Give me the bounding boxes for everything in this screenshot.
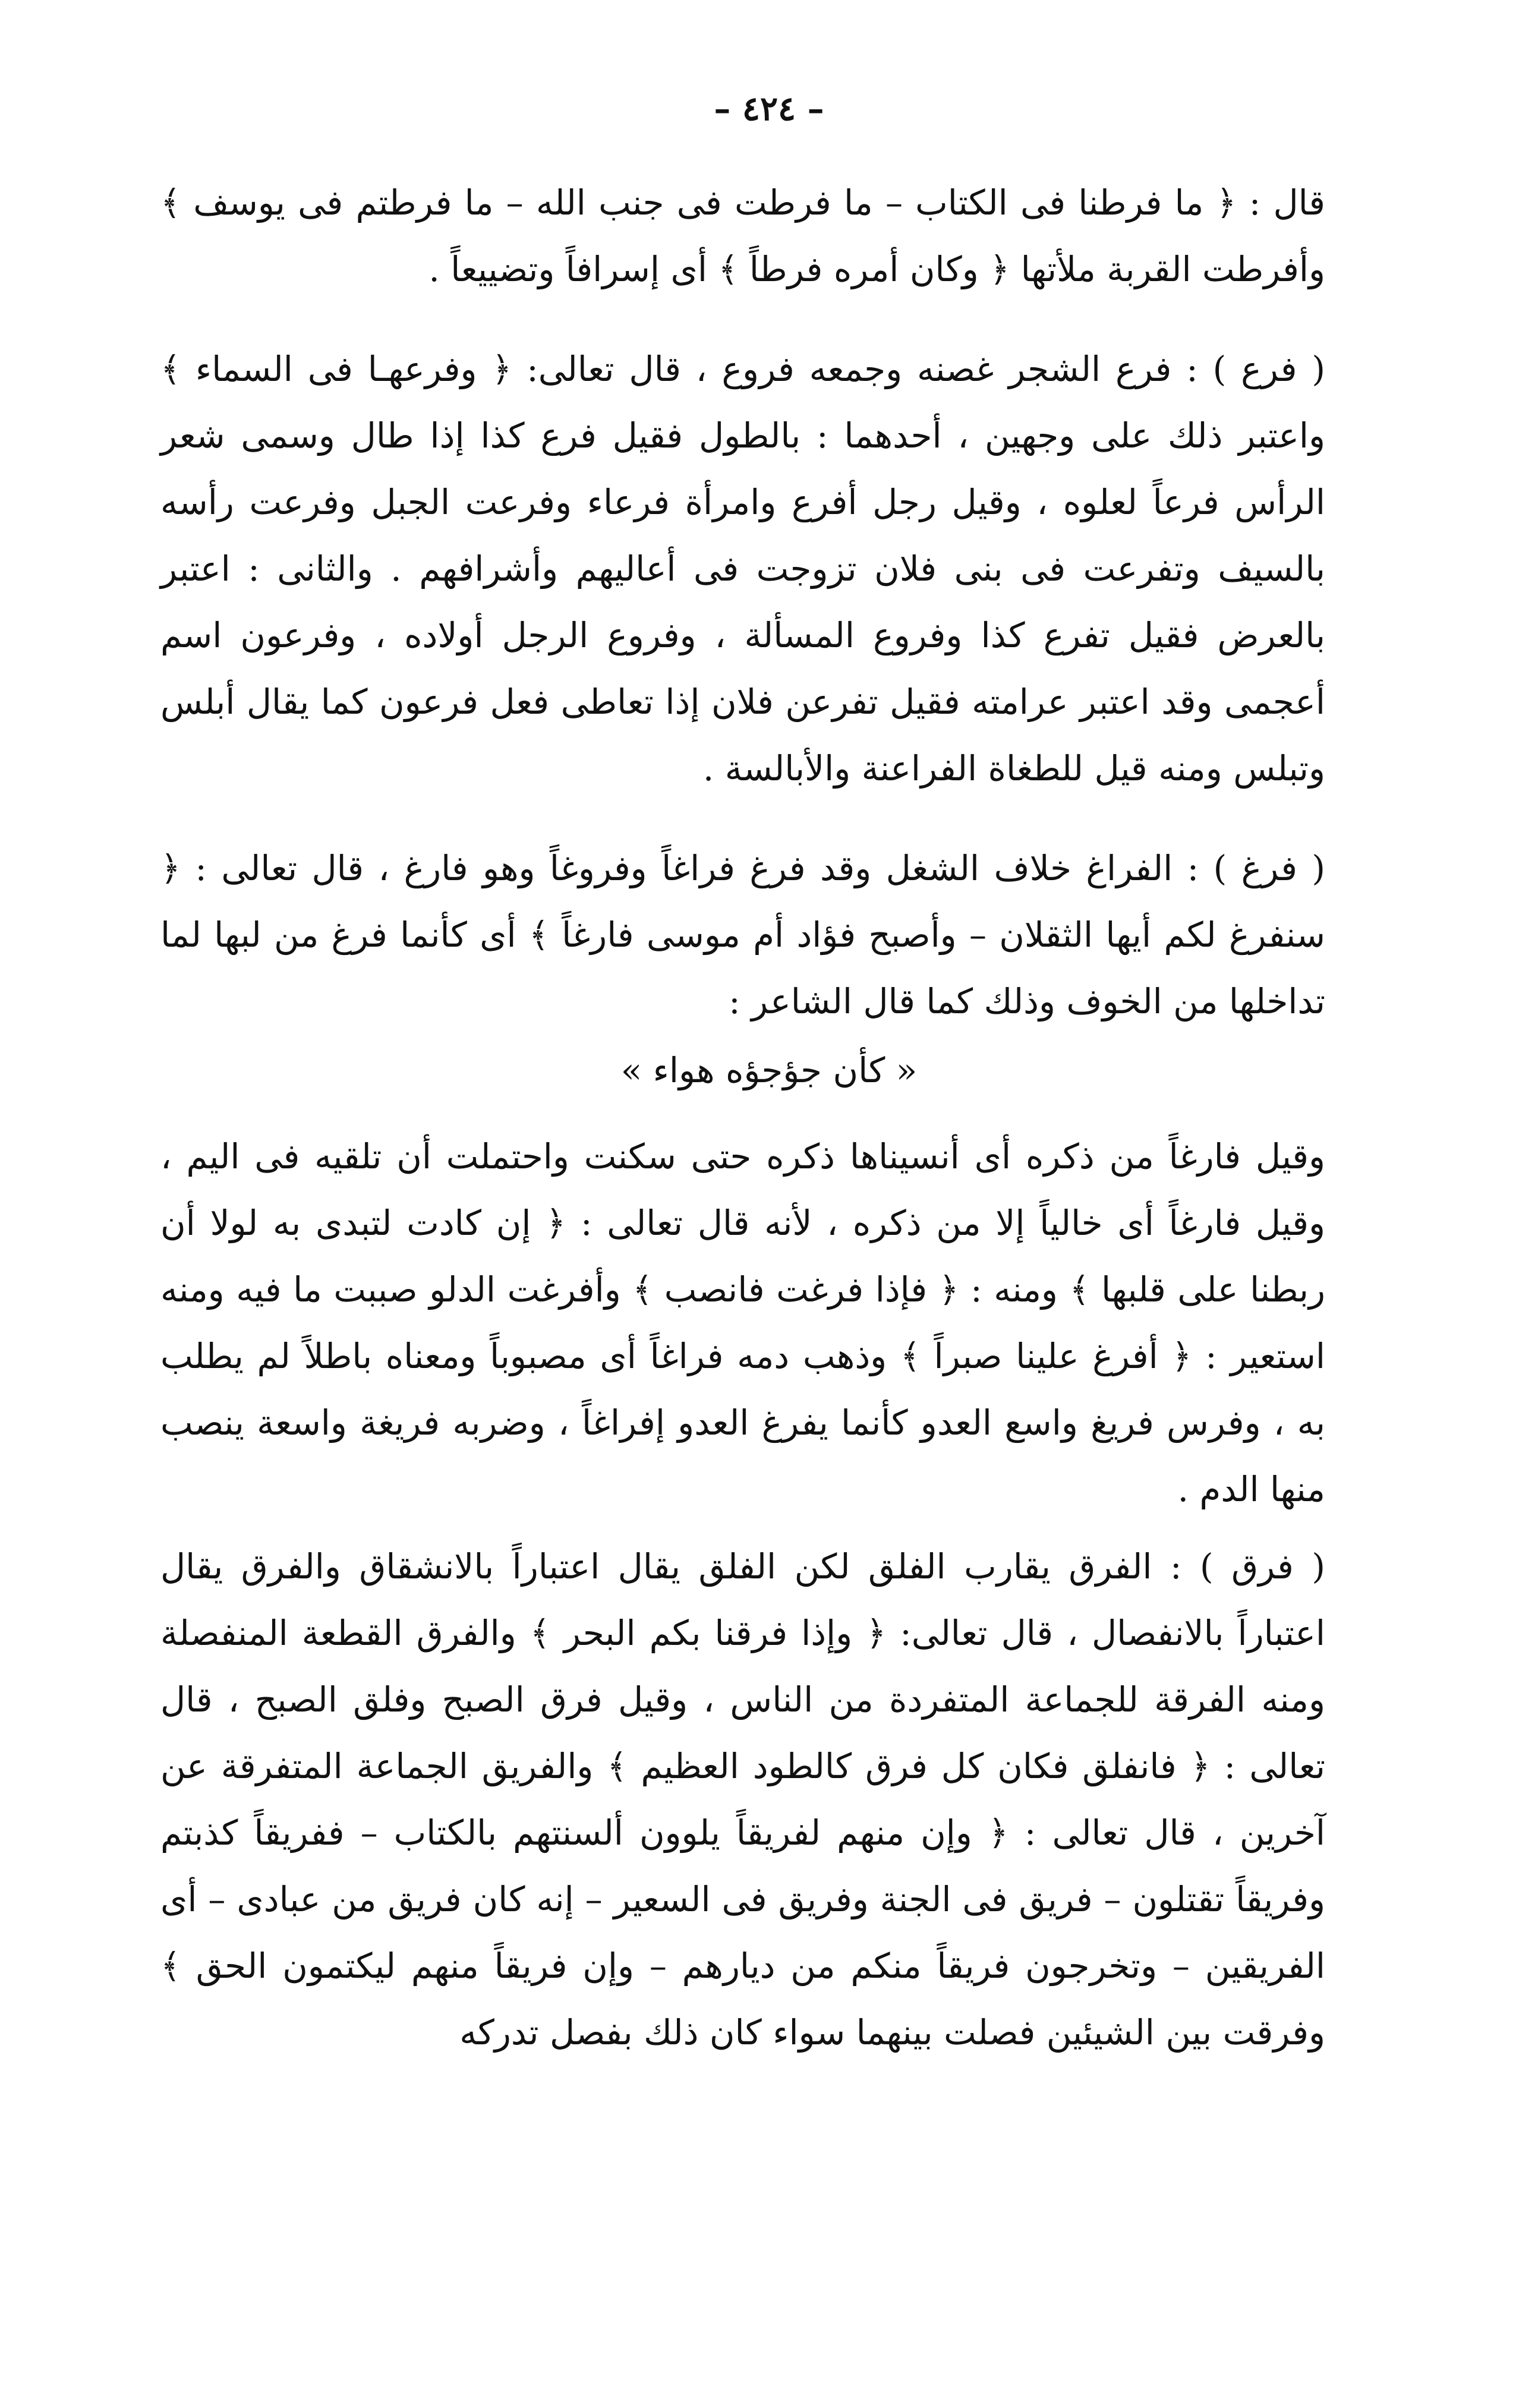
paragraph-text: ( فرغ ) : الفراغ خلاف الشغل وقد فرغ فراغاً وفروغاً وهو فارغ ، قال تعالى : ﴿ سنفرغ لكم أيها الثقلان – وأصبح فؤاد أم موسى فارغاً ﴾ أى كأنما فرغ من لبها لما تداخلها من الخوف وذلك كما قال الشاعر : — [160, 848, 1325, 1022]
paragraph-farata — [160, 169, 1325, 302]
paragraph-faraqa — [160, 1533, 1325, 2066]
paragraph-fara — [160, 336, 1325, 802]
poetry-quote: « كأن جؤجؤه هواء » — [620, 1050, 918, 1090]
paragraph-faragha-continued — [160, 1123, 1325, 1523]
paragraph-text: ( فرع ) : فرع الشجر غصنه وجمعه فروع ، قال تعالى: ﴿ وفرعهـا فى السماء ﴾ واعتبر ذلك على وجهين ، أحدهما : بالطول فقيل فرع كذا إذا طال وسمى شعر الرأس فرعاً لعلوه ، وقيل رجل أفرع وامرأة فرعاء وفرعت الجبل وفرعت رأسه بالسيف وتفرعت فى بنى فلان تزوجت فى أعاليهم وأشرافهم . والثانى : اعتبر بالعرض فقيل تفرع كذا وفروع المسألة ، وفروع الرجل أولاده ، وفرعون اسم أعجمى وقد اعتبر عرامته فقيل تفرعن فلان إذا تعاطى فعل فرعون كما يقال أبلس وتبلس ومنه قيل للطغاة الفراعنة والأبالسة . — [160, 349, 1325, 789]
paragraph-text: قال : ﴿ ما فرطنا فى الكتاب – ما فرطت فى جنب الله – ما فرطتم فى يوسف ﴾ وأفرطت القربة ملأتها ﴿ وكان أمره فرطاً ﴾ أى إسرافاً وتضييعاً . — [160, 182, 1325, 289]
paragraph-text: وقيل فارغاً من ذكره أى أنسيناها ذكره حتى سكنت واحتملت أن تلقيه فى اليم ، وقيل فارغاً أى خالياً إلا من ذكره ، لأنه قال تعالى : ﴿ إن كادت لتبدى به لولا أن ربطنا على قلبها ﴾ ومنه : ﴿ فإذا فرغت فانصب ﴾ وأفرغت الدلو صببت ما فيه ومنه استعير : ﴿ أفرغ علينا صبراً ﴾ وذهب دمه فراغاً أى مصبوباً ومعناه باطلاً لم يطلب به ، وفرس فريغ واسع العدو كأنما يفرغ العدو إفراغاً ، وضربه فريغة واسعة ينصب منها الدم . — [160, 1136, 1325, 1509]
paragraph-text: ( فرق ) : الفرق يقارب الفلق لكن الفلق يقال اعتباراً بالانشقاق والفرق يقال اعتباراً بالانفصال ، قال تعالى: ﴿ وإذا فرقنا بكم البحر ﴾ والفرق القطعة المنفصلة ومنه الفرقة للجماعة المتفردة من الناس ، وقيل فرق الصبح وفلق الصبح ، قال تعالى : ﴿ فانفلق فكان كل فرق كالطود العظيم ﴾ والفريق الجماعة المتفرقة عن آخرين ، قال تعالى : ﴿ وإن منهم لفريقاً يلوون ألسنتهم بالكتاب – ففريقاً كذبتم وفريقاً تقتلون – فريق فى الجنة وفريق فى السعير – إنه كان فريق من عبادى – أى الفريقين – وتخرجون فريقاً منكم من ديارهم – وإن فريقاً منهم ليكتمون الحق ﴾ وفرقت بين الشيئين فصلت بينهما سواء كان ذلك بفصل تدركه — [160, 1546, 1325, 2053]
paragraph-faragha — [160, 835, 1325, 1035]
page-number: – ٤٢٤ – — [714, 89, 824, 128]
